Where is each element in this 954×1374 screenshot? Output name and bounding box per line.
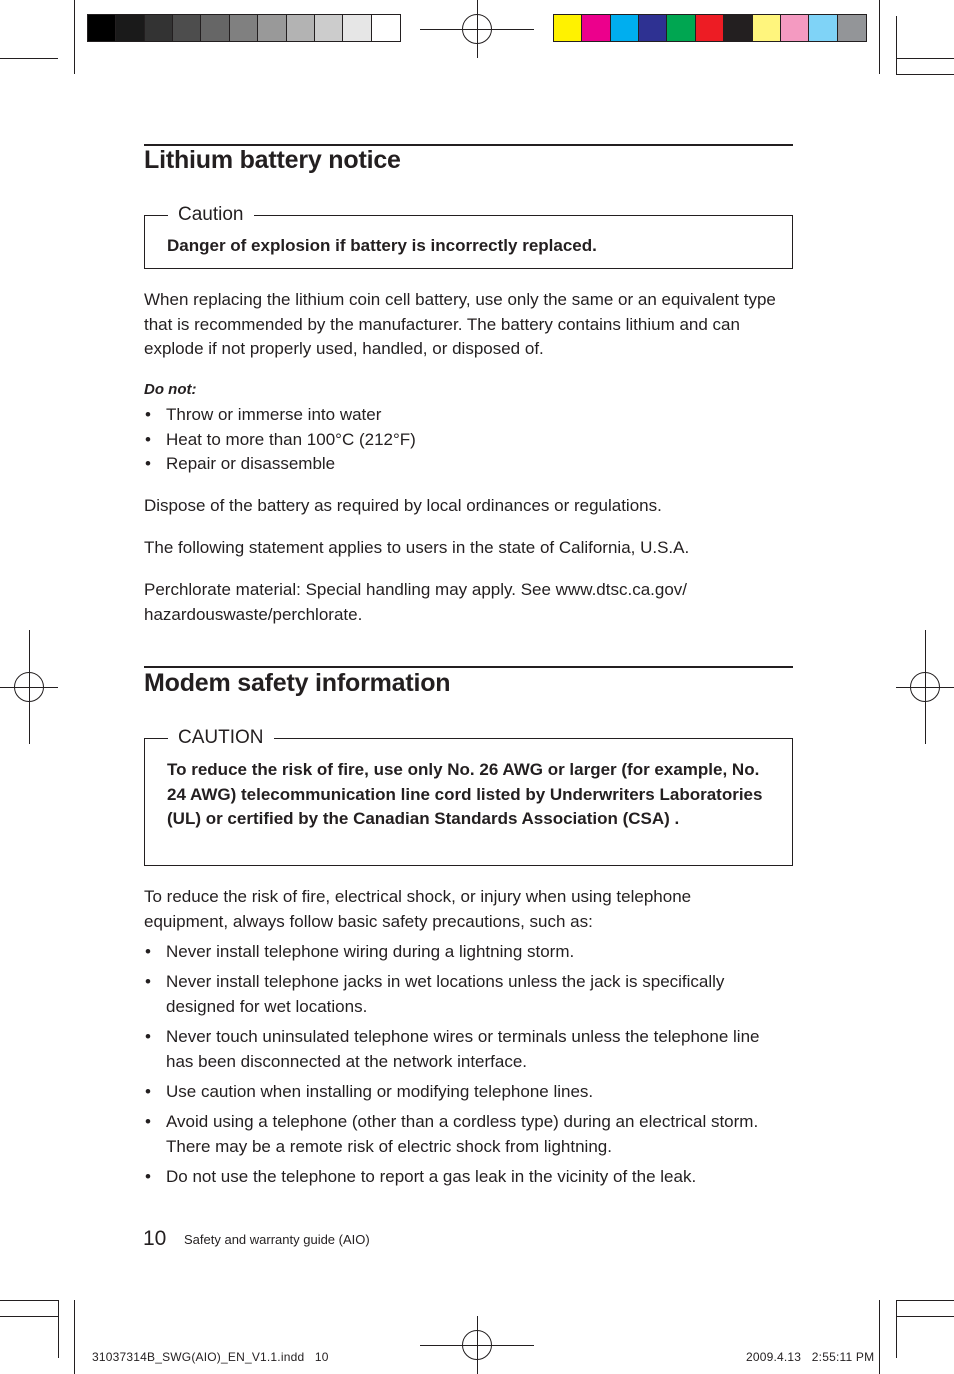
color-swatch (838, 15, 866, 41)
perchlorate-paragraph: Perchlorate material: Special handling may apply. See www.dtsc.ca.gov/ hazardouswaste/perchlorate. (144, 580, 688, 624)
caution-label: CAUTION (168, 727, 274, 749)
crop-mark (879, 1300, 880, 1374)
color-swatch (88, 15, 116, 41)
section-rule (144, 666, 793, 668)
grayscale-color-bar (87, 14, 401, 42)
crop-mark (896, 1316, 954, 1317)
crop-mark (896, 58, 954, 59)
list-item: • Avoid using a telephone (other than a cordless type) during an electrical storm. There may be a remote risk of electric shock from lightning. (144, 1110, 784, 1159)
file-slug: 31037314B_SWG(AIO)_EN_V1.1.indd 10 (92, 1350, 329, 1364)
crop-mark (879, 0, 880, 74)
list-item: • Never install telephone wiring during a lightning storm. (144, 940, 784, 965)
list-item: • Heat to more than 100°C (212°F) (144, 428, 793, 453)
color-swatch (372, 15, 400, 41)
crop-mark (74, 0, 75, 74)
do-not-list (144, 403, 793, 477)
color-swatch (781, 15, 809, 41)
color-swatch (724, 15, 752, 41)
crop-mark (58, 1300, 59, 1358)
modem-precautions-list (144, 940, 784, 1195)
color-swatch (809, 15, 837, 41)
registration-circle (462, 14, 492, 44)
do-not-label: Do not: (144, 381, 197, 398)
registration-circle (910, 672, 940, 702)
disposal-paragraph: Dispose of the battery as required by local ordinances or regulations. (144, 496, 662, 515)
color-swatch (145, 15, 173, 41)
color-swatch (201, 15, 229, 41)
crop-mark (896, 74, 954, 75)
crop-mark (896, 16, 897, 74)
caution-text: To reduce the risk of fire, use only No. 26 AWG or larger (for example, No. 24 AWG) telecommunication line cord listed by Underwriters Laboratories (UL) or certified by the Canadian Standards Association (CSA) . (167, 760, 763, 829)
section-title-lithium: Lithium battery notice (144, 146, 401, 174)
list-item: • Use caution when installing or modifying telephone lines. (144, 1080, 784, 1105)
section-title-modem: Modem safety information (144, 669, 451, 697)
crop-mark (0, 1316, 58, 1317)
registration-circle (462, 1330, 492, 1360)
crop-mark (0, 1300, 58, 1301)
crop-mark (74, 1300, 75, 1374)
color-swatch (258, 15, 286, 41)
color-swatch (230, 15, 258, 41)
caution-label: Caution (168, 204, 254, 226)
color-swatch (343, 15, 371, 41)
crop-mark (896, 1300, 897, 1358)
list-item: • Never install telephone jacks in wet locations unless the jack is specifically designed for wet locations. (144, 970, 784, 1019)
color-swatch (315, 15, 343, 41)
crop-mark (896, 1300, 954, 1301)
list-item: • Throw or immerse into water (144, 403, 793, 428)
timestamp: 2009.4.13 2:55:11 PM (746, 1350, 875, 1364)
process-color-bar (553, 14, 867, 42)
battery-replacement-paragraph: When replacing the lithium coin cell battery, use only the same or an equivalent type that is recommended by the manufacturer. The battery contains lithium and can explode if not properly used, handled, or disposed of. (144, 290, 776, 359)
page-number: 10 (143, 1227, 167, 1250)
color-swatch (582, 15, 610, 41)
color-swatch (554, 15, 582, 41)
modem-intro-paragraph: To reduce the risk of fire, electrical shock, or injury when using telephone equipment, always follow basic safety precautions, such as: (144, 887, 692, 931)
list-item: • Repair or disassemble (144, 452, 793, 477)
color-swatch (287, 15, 315, 41)
color-swatch (611, 15, 639, 41)
color-swatch (667, 15, 695, 41)
registration-circle (14, 672, 44, 702)
color-swatch (173, 15, 201, 41)
california-paragraph: The following statement applies to users in the state of California, U.S.A. (144, 538, 690, 557)
color-swatch (696, 15, 724, 41)
crop-mark (0, 58, 58, 59)
color-swatch (116, 15, 144, 41)
color-swatch (753, 15, 781, 41)
list-item: • Never touch uninsulated telephone wires or terminals unless the telephone line has been disconnected at the network interface. (144, 1025, 784, 1074)
list-item: • Do not use the telephone to report a gas leak in the vicinity of the leak. (144, 1165, 784, 1190)
caution-text: Danger of explosion if battery is incorrectly replaced. (167, 236, 597, 255)
color-swatch (639, 15, 667, 41)
guide-title: Safety and warranty guide (AIO) (184, 1232, 370, 1247)
